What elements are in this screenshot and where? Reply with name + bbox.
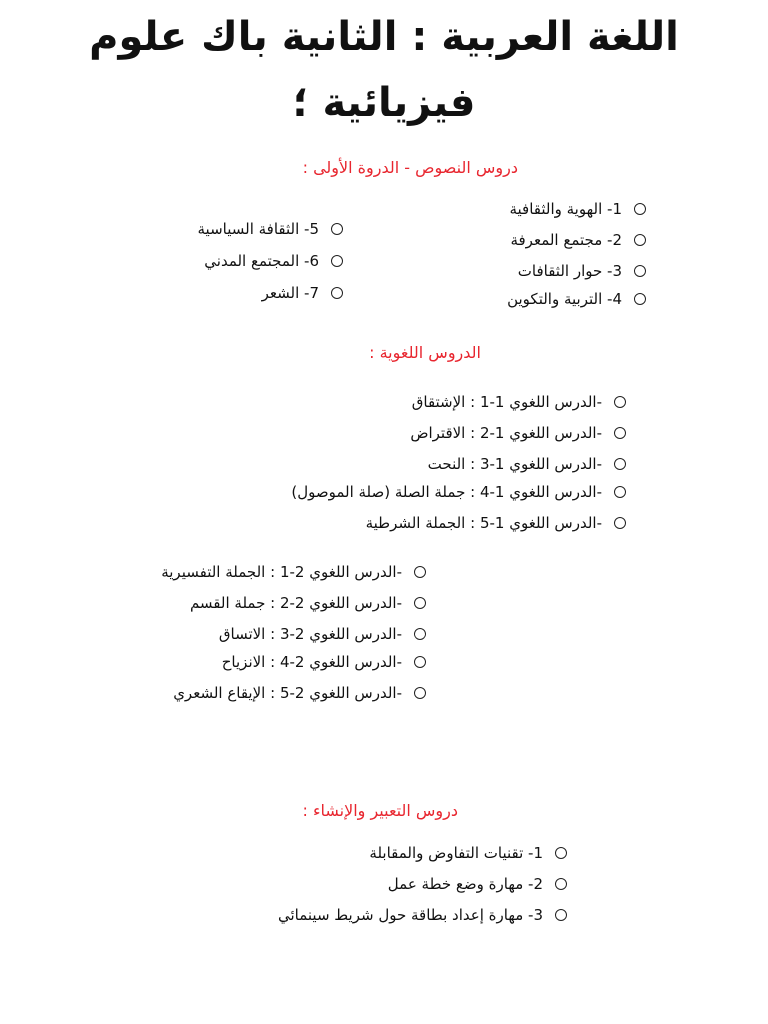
text-lesson-item[interactable]: 5- الثقافة السياسية <box>198 220 343 238</box>
radio-circle-icon[interactable] <box>634 203 646 215</box>
language-lesson-item[interactable]: -الدرس اللغوي 2-3 : الاتساق <box>219 625 426 643</box>
language-lesson-item[interactable]: -الدرس اللغوي 2-5 : الإيقاع الشعري <box>173 684 426 702</box>
text-lesson-item[interactable]: 4- التربية والتكوين <box>507 290 646 308</box>
radio-circle-icon[interactable] <box>555 878 567 890</box>
page-title-line-1: اللغة العربية : الثانية باك علوم <box>89 14 679 60</box>
radio-circle-icon[interactable] <box>414 656 426 668</box>
text-lesson-item[interactable]: 2- مجتمع المعرفة <box>510 231 646 249</box>
language-lesson-item[interactable]: -الدرس اللغوي 2-4 : الانزياح <box>222 653 426 671</box>
radio-circle-icon[interactable] <box>414 628 426 640</box>
text-lesson-item[interactable]: 7- الشعر <box>262 284 343 302</box>
radio-circle-icon[interactable] <box>414 687 426 699</box>
radio-circle-icon[interactable] <box>331 255 343 267</box>
radio-circle-icon[interactable] <box>634 293 646 305</box>
radio-circle-icon[interactable] <box>414 597 426 609</box>
language-lesson-item[interactable]: -الدرس اللغوي 2-1 : الجملة التفسيرية <box>161 563 426 581</box>
expression-lesson-item[interactable]: 2- مهارة وضع خطة عمل <box>388 875 567 893</box>
language-lesson-item[interactable]: -الدرس اللغوي 1-4 : جملة الصلة (صلة الموصول) <box>291 483 626 501</box>
radio-circle-icon[interactable] <box>614 427 626 439</box>
radio-circle-icon[interactable] <box>414 566 426 578</box>
language-lesson-item[interactable]: -الدرس اللغوي 2-2 : جملة القسم <box>190 594 426 612</box>
language-lesson-item[interactable]: -الدرس اللغوي 1-1 : الإشتقاق <box>412 393 626 411</box>
radio-circle-icon[interactable] <box>614 458 626 470</box>
radio-circle-icon[interactable] <box>331 287 343 299</box>
text-lesson-item[interactable]: 3- حوار الثقافات <box>518 262 646 280</box>
expression-lesson-item[interactable]: 3- مهارة إعداد بطاقة حول شريط سينمائي <box>278 906 567 924</box>
expression-lesson-item[interactable]: 1- تقنيات التفاوض والمقابلة <box>369 844 567 862</box>
radio-circle-icon[interactable] <box>634 265 646 277</box>
expression-section-heading: دروس التعبير والإنشاء : <box>302 801 458 820</box>
language-lesson-item[interactable]: -الدرس اللغوي 1-2 : الاقتراض <box>410 424 626 442</box>
page-title-line-2: فيزيائية ؛ <box>292 80 476 126</box>
radio-circle-icon[interactable] <box>331 223 343 235</box>
text-lesson-item[interactable]: 6- المجتمع المدني <box>204 252 343 270</box>
radio-circle-icon[interactable] <box>614 396 626 408</box>
radio-circle-icon[interactable] <box>555 909 567 921</box>
language-lesson-item[interactable]: -الدرس اللغوي 1-3 : النحت <box>428 455 626 473</box>
language-lesson-item[interactable]: -الدرس اللغوي 1-5 : الجملة الشرطية <box>366 514 626 532</box>
radio-circle-icon[interactable] <box>555 847 567 859</box>
language-section-heading: الدروس اللغوية : <box>369 343 481 362</box>
texts-section-heading: دروس النصوص - الدروة الأولى : <box>302 158 518 177</box>
radio-circle-icon[interactable] <box>614 486 626 498</box>
radio-circle-icon[interactable] <box>634 234 646 246</box>
text-lesson-item[interactable]: 1- الهوية والثقافية <box>509 200 646 218</box>
radio-circle-icon[interactable] <box>614 517 626 529</box>
